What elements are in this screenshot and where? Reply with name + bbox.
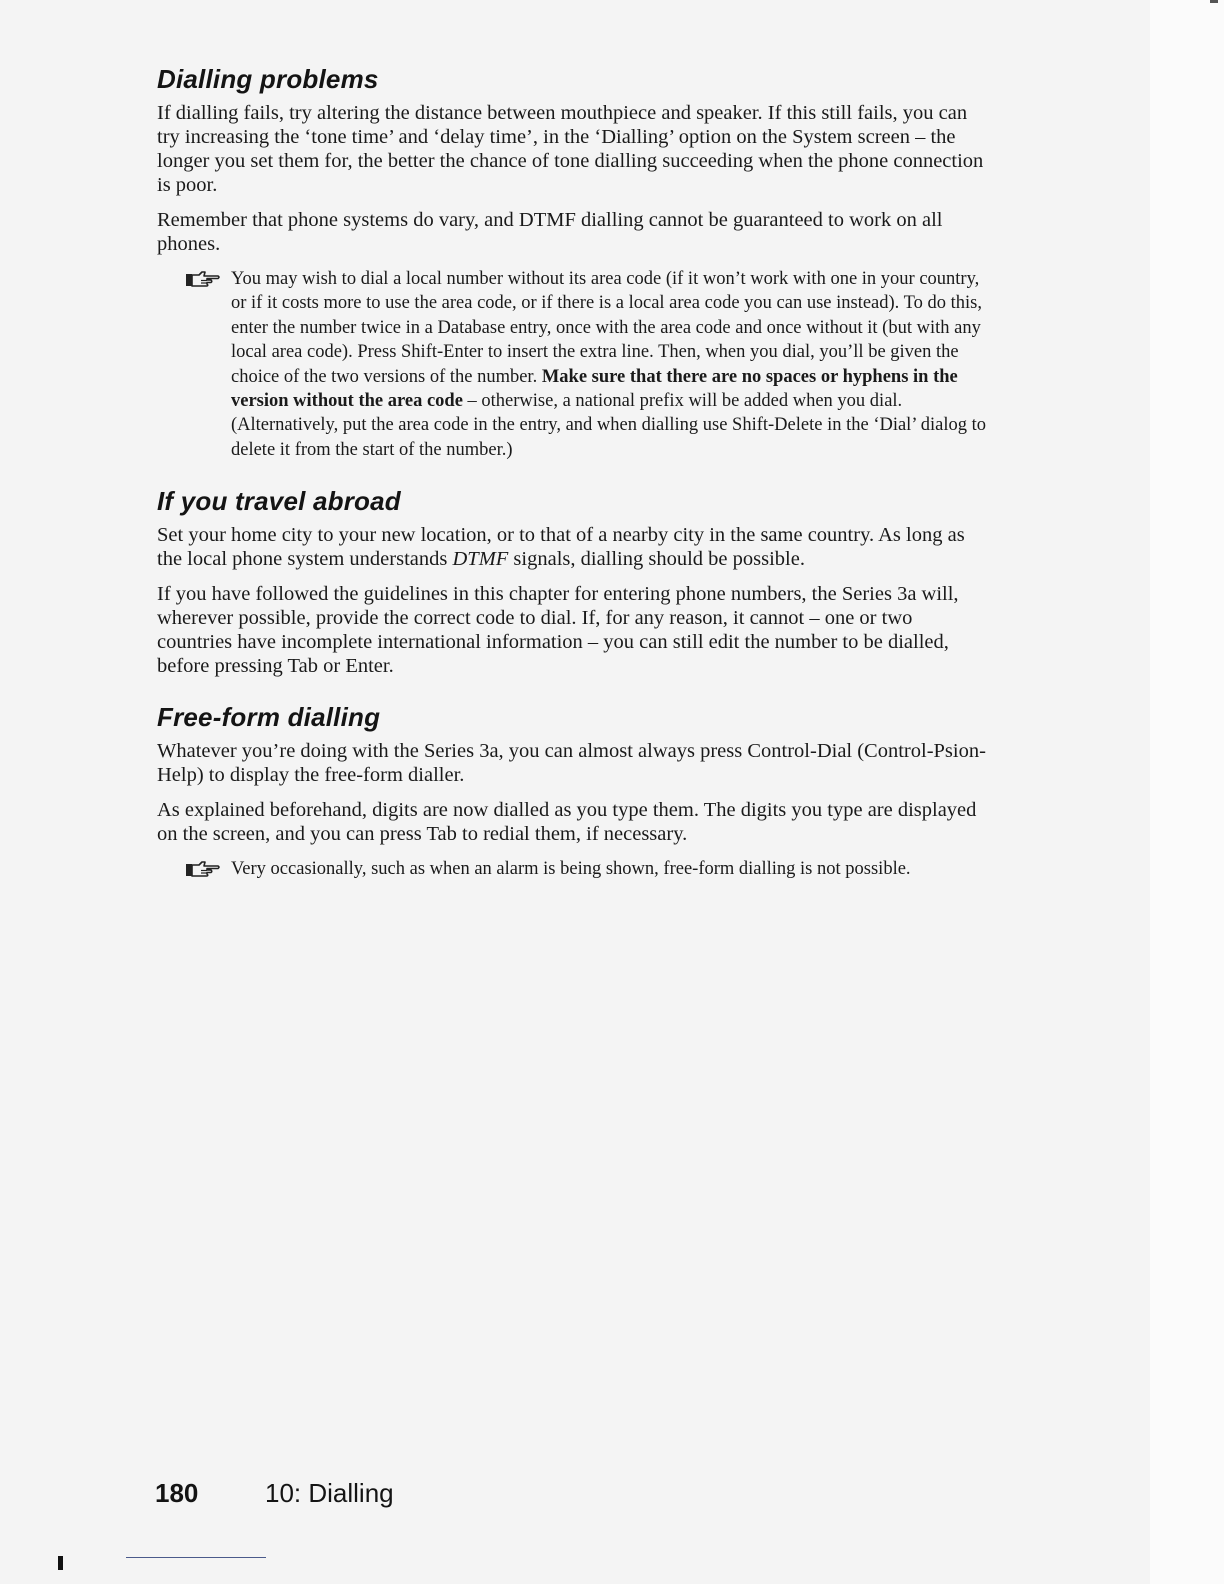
paragraph: Remember that phone systems do vary, and DTMF dialling cannot be guaranteed to work on all phones. (157, 209, 943, 255)
italic-term: DTMF (452, 548, 509, 571)
paragraph: If you have followed the guidelines in this chapter for entering phone numbers, the Series 3a will, wherever possible, provide the correct code to dial. If, for any reason, it cannot – one or two countries have incomplete international information – you can still edit the number to be dialled, before pressing Tab or Enter. (157, 583, 959, 678)
paragraph: Whatever you’re doing with the Series 3a, you can almost always press Control-Dial (Control-Psion-Help) to display the free-form dialler. (157, 740, 986, 787)
page-content (157, 64, 987, 896)
scan-mark (1210, 0, 1218, 3)
note-bold-text: Make sure that there are no spaces or hyphens in the version without the area code (231, 366, 958, 412)
chapter-title: 10: Dialling (265, 1478, 394, 1508)
note-text: You may wish to dial a local number without its area code (if it won’t work with one in your country, or if it costs more to use the area code, or if there is a local area code you can use instead). To do this, enter the number twice in a Database entry, once with the area code and once without it (but with any local area code). Press Shift-Enter to insert the extra line. Then, when you dial, you’ll be given the choice of the two versions of the number. (231, 269, 982, 387)
section-free-form-dialling (157, 702, 987, 881)
section-heading: Dialling problems (157, 64, 379, 94)
page-footer (155, 1478, 394, 1509)
paragraph (157, 523, 987, 571)
section-dialling-problems (157, 64, 987, 462)
scan-mark (58, 1556, 63, 1570)
bottom-rule (126, 1557, 266, 1558)
note-text: – otherwise, a national prefix will be added when you dial. (Alternatively, put the area code in the entry, and when dialling use Shift-Delete in the ‘Dial’ dialog to delete it from the start of the number.) (231, 391, 986, 460)
note (157, 267, 987, 462)
section-heading: If you travel abroad (157, 486, 401, 517)
pointing-hand-icon (185, 859, 221, 879)
paragraph-text: Set your home city to your new location, or to that of a nearby city in the same country. As long as the local phone system understands (157, 524, 965, 571)
note (157, 857, 987, 881)
paragraph: As explained beforehand, digits are now dialled as you type them. The digits you type are displayed on the screen, and you can press Tab to redial them, if necessary. (157, 799, 977, 846)
section-travel-abroad (157, 486, 987, 678)
note-text: Very occasionally, such as when an alarm is being shown, free-form dialling is not possible. (231, 859, 911, 880)
page-number: 180 (155, 1478, 199, 1508)
page-edge-shade (1150, 0, 1224, 1584)
pointing-hand-icon (185, 269, 221, 289)
paragraph: If dialling fails, try altering the distance between mouthpiece and speaker. If this still fails, you can try increasing the ‘tone time’ and ‘delay time’, in the ‘Dialling’ option on the System screen – the longer you set them for, the better the chance of tone dialling succeeding when the phone connection is poor. (157, 102, 984, 196)
section-heading: Free-form dialling (157, 702, 381, 733)
paragraph-text: signals, dialling should be possible. (508, 548, 805, 571)
